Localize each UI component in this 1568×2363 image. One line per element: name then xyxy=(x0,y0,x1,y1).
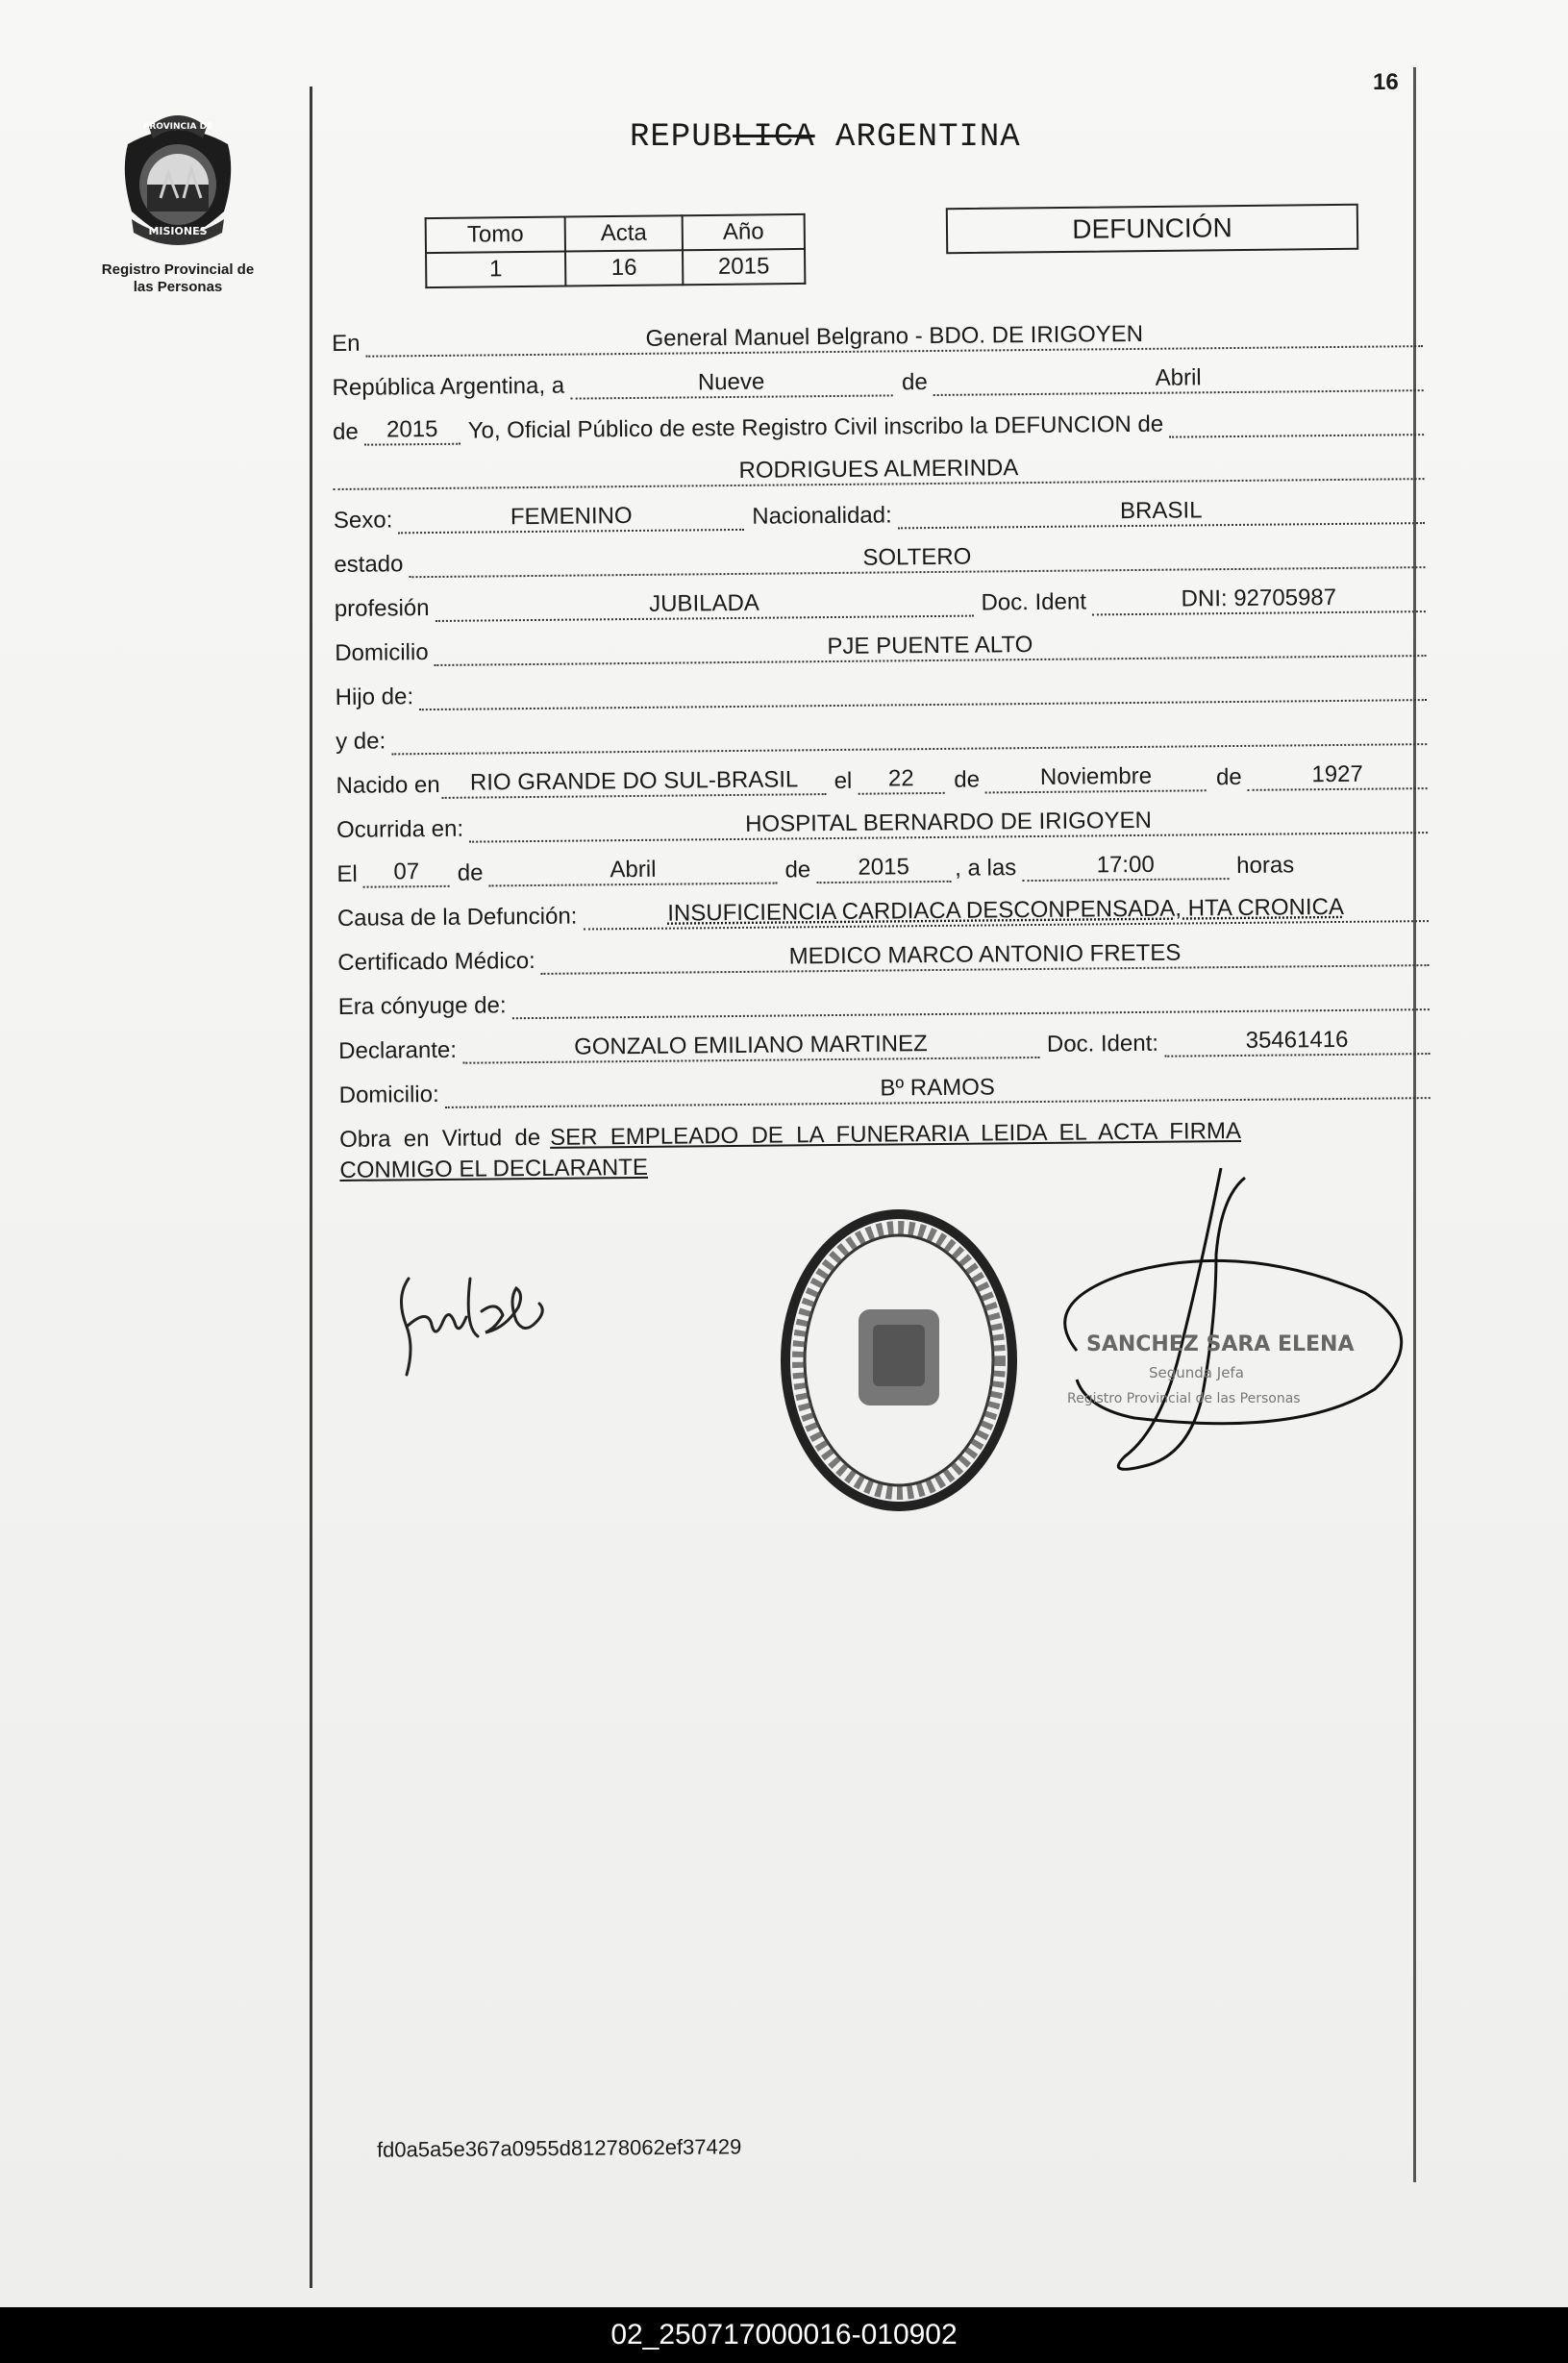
de-year-label: de xyxy=(332,418,359,445)
conyuge-field xyxy=(511,982,1429,1019)
en-label: En xyxy=(332,330,361,357)
doc-ident-field: DNI: 92705987 xyxy=(1092,584,1426,615)
ref-table-header-row xyxy=(426,214,805,253)
title-part1: REPUB xyxy=(630,119,734,156)
el-label: el xyxy=(834,767,853,795)
sexo-label: Sexo: xyxy=(333,507,393,534)
domicilio-label: Domicilio xyxy=(335,639,429,666)
emblem-banner-bottom: MISIONES xyxy=(148,225,208,237)
row-name xyxy=(333,449,1424,490)
registry-oval-seal xyxy=(769,1202,1029,1519)
title-part2: ARGENTINA xyxy=(814,119,1021,156)
domicilio-field: PJE PUENTE ALTO xyxy=(434,628,1426,666)
declarante-label: Declarante: xyxy=(338,1036,458,1064)
death-year-field: 2015 xyxy=(816,854,951,883)
row-and-of xyxy=(336,714,1427,756)
stamp-name: SANCHEZ SARA ELENA xyxy=(1086,1332,1355,1356)
estado-label: estado xyxy=(334,551,404,578)
ref-header-tomo: Tomo xyxy=(426,217,565,254)
row-certificate xyxy=(337,935,1429,977)
place-field: General Manuel Belgrano - BDO. DE IRIGOYEN xyxy=(365,318,1423,358)
ref-value-acta: 16 xyxy=(565,250,683,286)
row-civil-status xyxy=(334,537,1425,579)
declarante-domicilio-label: Domicilio: xyxy=(338,1081,439,1108)
row-death-date xyxy=(336,847,1428,888)
death-day-field: 07 xyxy=(363,858,450,888)
footer-code: 02_250717000016-010902 xyxy=(610,2319,958,2351)
ref-value-tomo: 1 xyxy=(426,252,565,288)
death-time-field: 17:00 xyxy=(1022,851,1229,882)
emblem-banner-top: PROVINCIA DE xyxy=(142,122,213,132)
nacionalidad-field: BRASIL xyxy=(898,495,1425,529)
row-address xyxy=(335,626,1426,667)
de-label: de xyxy=(901,369,928,396)
yde-label: y de: xyxy=(336,728,386,755)
row-date xyxy=(332,361,1423,402)
row-sex-nationality xyxy=(334,493,1425,535)
logo-caption xyxy=(77,261,279,296)
month-field: Abril xyxy=(933,362,1424,396)
row-child-of xyxy=(336,670,1427,711)
day-field: Nueve xyxy=(570,367,892,399)
yde-field xyxy=(391,716,1427,755)
declarante-doc-label: Doc. Ident: xyxy=(1046,1030,1159,1057)
official-signature-stamp xyxy=(1019,1149,1423,1524)
ref-header-acta: Acta xyxy=(565,215,683,251)
document-hash: fd0a5a5e367a0955d81278062ef37429 xyxy=(376,2134,742,2162)
birth-year-field: 1927 xyxy=(1248,760,1428,791)
ocurrida-field: HOSPITAL BERNARDO DE IRIGOYEN xyxy=(469,805,1428,843)
logo-caption-line1: Registro Provincial de xyxy=(101,261,255,278)
declarante-field: GONZALO EMILIANO MARTINEZ xyxy=(462,1030,1039,1064)
republica-label: República Argentina, a xyxy=(332,372,565,401)
birth-de1-label: de xyxy=(954,766,981,793)
nacido-label: Nacido en xyxy=(336,771,440,799)
profesion-label: profesión xyxy=(334,595,430,622)
causa-field: INSUFICIENCIA CARDIACA DESCONPENSADA, HTA CRONICA xyxy=(583,893,1429,930)
estado-field: SOLTERO xyxy=(409,539,1425,578)
death-de1-label: de xyxy=(457,859,484,886)
causa-label: Causa de la Defunción: xyxy=(336,903,578,932)
nacionalidad-label: Nacionalidad: xyxy=(752,502,892,530)
row-year xyxy=(333,405,1424,446)
a-las-label: , a las xyxy=(955,855,1017,882)
left-margin-rule xyxy=(310,87,312,2288)
page-title xyxy=(630,119,1021,156)
row-birth xyxy=(336,759,1427,800)
El-label: El xyxy=(336,860,358,887)
obra-label: Obra en Virtud de xyxy=(338,1124,541,1153)
row-spouse xyxy=(338,980,1430,1021)
death-de2-label: de xyxy=(784,857,811,883)
year-field: 2015 xyxy=(364,416,460,446)
profesion-field: JUBILADA xyxy=(435,588,973,622)
yo-text: Yo, Oficial Público de este Registro Civil inscribo la DEFUNCION de xyxy=(467,410,1164,444)
sexo-field: FEMENINO xyxy=(398,502,744,534)
ref-header-anio: Año xyxy=(683,214,805,250)
ref-value-anio: 2015 xyxy=(683,249,805,285)
title-struck-text: LICA xyxy=(733,119,815,156)
birth-month-field: Noviembre xyxy=(985,762,1207,793)
certificado-field: MEDICO MARCO ANTONIO FRETES xyxy=(541,937,1430,975)
ref-table-value-row xyxy=(426,249,805,287)
provincial-emblem-logo xyxy=(111,106,245,245)
declarante-domicilio-field: Bº RAMOS xyxy=(445,1070,1431,1108)
row-declarant-address xyxy=(339,1068,1431,1109)
declarant-signature xyxy=(389,1240,562,1384)
ocurrida-label: Ocurrida en: xyxy=(336,815,464,843)
deceased-name-field: RODRIGUES ALMERINDA xyxy=(333,451,1424,490)
row-occurred xyxy=(336,803,1428,844)
page-number: 16 xyxy=(1373,69,1399,95)
document-type-box: DEFUNCIÓN xyxy=(946,204,1358,254)
volume-record-year-table xyxy=(425,213,807,288)
obra-field-line1: SER EMPLEADO DE LA FUNERARIA LEIDA EL ACTA FIRMA xyxy=(549,1117,1242,1151)
hijo-field xyxy=(419,672,1427,710)
obra-field-line2: CONMIGO EL DECLARANTE xyxy=(339,1154,649,1183)
declarante-doc-field: 35461416 xyxy=(1164,1026,1430,1057)
conyuge-label: Era cónyuge de: xyxy=(337,992,507,1020)
hijo-label: Hijo de: xyxy=(335,684,414,710)
logo-caption-line2: las Personas xyxy=(133,279,223,295)
stamp-role: Segunda Jefa xyxy=(1149,1364,1244,1381)
birth-day-field: 22 xyxy=(858,765,944,795)
death-record-form xyxy=(332,316,1423,1183)
row-cause xyxy=(337,891,1429,933)
yo-trailing-line xyxy=(1169,407,1424,438)
stamp-office: Registro Provincial de las Personas xyxy=(1067,1391,1301,1406)
row-declarant xyxy=(338,1024,1430,1065)
birth-de2-label: de xyxy=(1215,763,1242,791)
certificado-label: Certificado Médico: xyxy=(337,947,535,976)
row-profession xyxy=(335,582,1426,623)
death-month-field: Abril xyxy=(488,856,777,887)
birthplace-field: RIO GRANDE DO SUL-BRASIL xyxy=(442,766,827,799)
horas-label: horas xyxy=(1236,852,1295,879)
row-place xyxy=(332,316,1423,358)
doc-ident-label: Doc. Ident xyxy=(981,588,1087,616)
